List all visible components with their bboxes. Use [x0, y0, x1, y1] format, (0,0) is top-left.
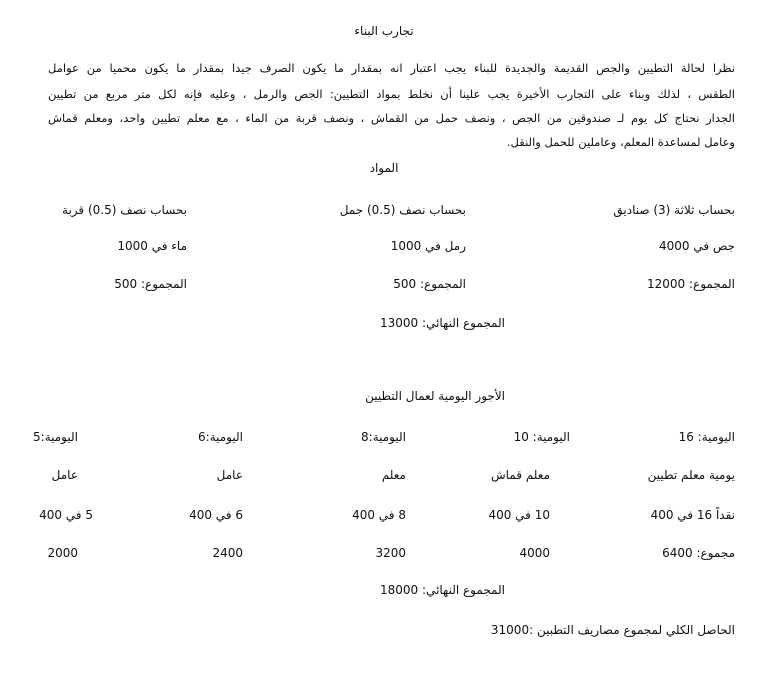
wage-total: 2000 — [47, 546, 78, 560]
wage-total: 3200 — [375, 546, 406, 560]
wage-daily: اليومية:6 — [198, 430, 243, 444]
wage-calc: 6 في 400 — [189, 508, 243, 522]
wage-total: 4000 — [519, 546, 550, 560]
wages-heading: الأجور اليومية لعمال التطيين — [365, 389, 505, 403]
materials-heading: المواد — [369, 161, 399, 175]
wage-role: عامل — [216, 468, 243, 482]
wage-calc: نقداً 16 في 400 — [650, 508, 735, 522]
materials-price: ماء في 1000 — [117, 239, 187, 253]
wage-calc: 10 في 400 — [488, 508, 550, 522]
wage-role: يومية معلم تطيين — [647, 468, 735, 482]
paragraph-line: الجدار نحتاج كل يوم لـ صندوقين من الجص ، ونصف حمل من القماش ، ونصف قربة من الماء ، مع معلم تطيين واحد، ومعلم قماش — [48, 111, 735, 125]
wages-final-total: المجموع النهائي: 18000 — [380, 583, 505, 597]
materials-final-total: المجموع النهائي: 13000 — [380, 316, 505, 330]
wage-daily: اليومية:5 — [33, 430, 78, 444]
wage-role: معلم — [381, 468, 406, 482]
grand-total: الحاصل الكلي لمجموع مصاريف التطبين :31000 — [490, 623, 735, 637]
materials-total: المجموع: 12000 — [646, 277, 735, 291]
wage-total: مجموع: 6400 — [662, 546, 735, 560]
wage-role: معلم قماش — [491, 468, 550, 482]
document-title: تجارب البناء — [354, 24, 414, 38]
materials-basis: بحساب نصف (0.5) جمل — [339, 203, 466, 217]
paragraph-line: وعامل لمساعدة المعلم، وعاملين للحمل والنقل. — [506, 135, 735, 149]
wage-role: عامل — [51, 468, 78, 482]
wage-daily: اليومية: 10 — [513, 430, 570, 444]
materials-price: جص في 4000 — [658, 239, 735, 253]
wage-total: 2400 — [212, 546, 243, 560]
wage-daily: اليومية: 16 — [678, 430, 735, 444]
paragraph-line: الطقس ، لذلك وبناء على التجارب الأخيرة يجب علينا أن نخلط بمواد التطيين: الجص والرمل ، وعليه فإنه لكل متر مربع من تطيين — [48, 87, 735, 101]
materials-total: المجموع: 500 — [393, 277, 466, 291]
materials-total: المجموع: 500 — [114, 277, 187, 291]
materials-basis: بحساب ثلاثة (3) صناديق — [613, 203, 735, 217]
wage-calc: 8 في 400 — [352, 508, 406, 522]
wage-calc: 5 في 400 — [39, 508, 93, 522]
materials-price: رمل في 1000 — [390, 239, 466, 253]
materials-basis: بحساب نصف (0.5) قربة — [62, 203, 187, 217]
paragraph-line: نظرا لحالة التطيين والجص القديمة والجديدة للبناء يجب اعتبار انه بمقدار ما يكون الصرف جيدا بمقدار ما يكون محميا من عوامل — [48, 61, 735, 75]
wage-daily: اليومية:8 — [361, 430, 406, 444]
